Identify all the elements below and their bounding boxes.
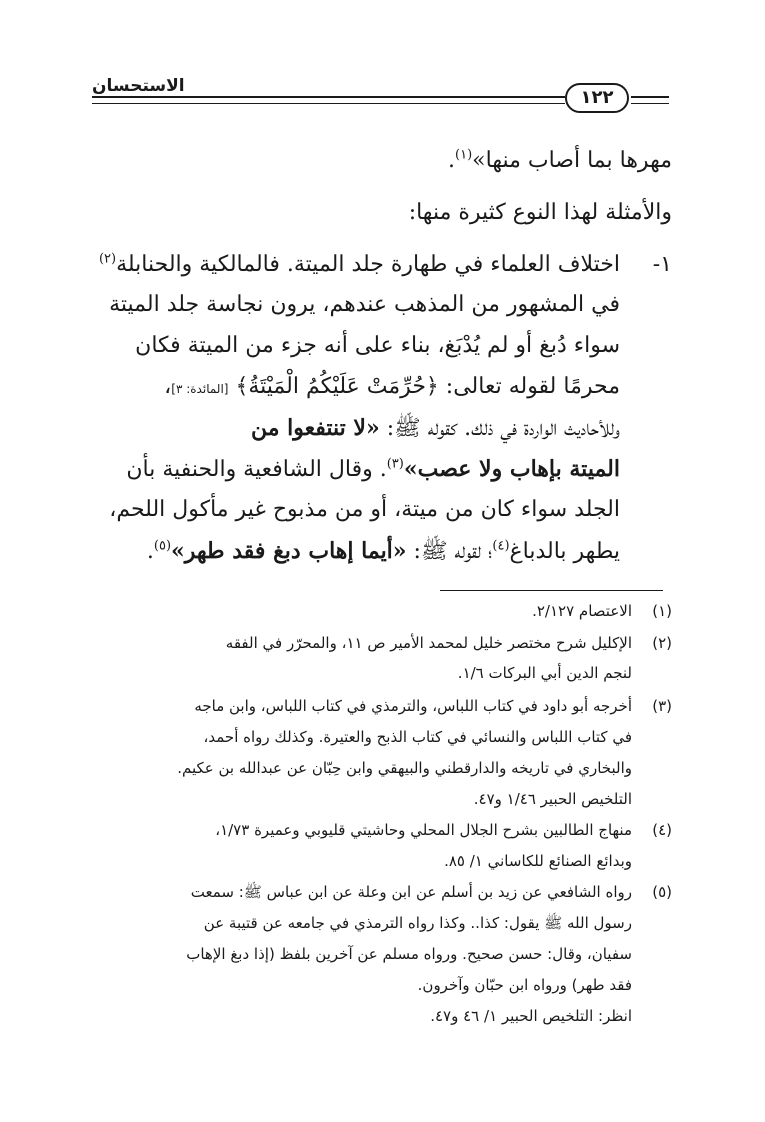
footnote-separator — [440, 590, 663, 591]
footnote-line: أخرجه أبو داود في كتاب اللباس، والترمذي في كتاب اللباس، وابن ماجه — [194, 697, 632, 715]
hadith-quote: «لا تنتفعوا من — [250, 415, 380, 441]
hadith-quote: «أيما إهاب دبغ فقد طهر» — [171, 538, 407, 564]
body-line-7: الجلد سواء كان من ميتة، أو من مذبوح غير مأكول اللحم، — [109, 497, 620, 522]
footnote-line: الإكليل شرح مختصر خليل لمحمد الأمير ص ١١، والمحرّر في الفقه — [225, 634, 632, 652]
item-number: ١- — [652, 252, 672, 277]
header-rule-right-thick — [631, 96, 669, 98]
body-line-4: محرمًا لقوله تعالى: ﴿حُرِّمَتْ عَلَيْكُمُ الْمَيْتَةُ﴾ [المائدة: ٣]، — [164, 374, 620, 399]
footnote-ref-5: (٥) — [153, 538, 172, 554]
running-title: الاستحسان — [92, 76, 185, 96]
body-line-2: في المشهور من المذهب عندهم، يرون نجاسة جلد الميتة — [109, 292, 620, 317]
footnote-number: (٢) — [652, 634, 672, 652]
body-line-intro: مهرها بما أصاب منها»$^{(١)}$. — [448, 147, 672, 173]
footnote-line: رسول الله ﷺ يقول: كذا.. وكذا رواه الترمذي في جامعه عن قتيبة عن — [203, 914, 632, 932]
footnote-line: في كتاب اللباس والنسائي في كتاب الذبح والعتيرة. وكذلك رواه أحمد، — [203, 728, 632, 746]
hadith-quote: الميتة بإهاب ولا عصب» — [403, 456, 620, 482]
footnote-ref-3: (٣) — [386, 456, 404, 472]
body-line-1: اختلاف العلماء في طهارة جلد الميتة. فالمالكية والحنابلة$^{(٢)}$ — [98, 251, 620, 277]
footnote-ref-4: (٤) — [492, 538, 510, 554]
footnote-ref-2: (٢) — [98, 251, 117, 267]
header-rule-right-thin — [631, 103, 669, 104]
footnote-line: فقد طهر) ورواه ابن حبّان وآخرون. — [417, 976, 632, 994]
body-line-8: يطهر بالدباغ$^{(٤)}$؛ لقوله ﷺ: «أيما إهاب دبغ فقد طهر»$^{(٥)}$. — [146, 538, 620, 564]
footnote-line: وبدائع الصنائع للكاساني ١/ ٨٥. — [444, 852, 632, 870]
body-line-6: الميتة بإهاب ولا عصب»$^{(٣)}$. وقال الشافعية والحنفية بأن — [126, 456, 620, 482]
quran-verse: ﴿حُرِّمَتْ عَلَيْكُمُ الْمَيْتَةُ﴾ — [235, 374, 439, 399]
footnote-line: رواه الشافعي عن زيد بن أسلم عن ابن وعلة عن ابن عباس ﷺ: سمعت — [190, 883, 632, 901]
examples-heading: والأمثلة لهذا النوع كثيرة منها: — [408, 200, 672, 225]
footnote-line: التلخيص الحبير ١/٤٦ و٤٧. — [473, 790, 632, 808]
footnote-line: الاعتصام ٢/١٢٧. — [532, 602, 632, 620]
footnote-number: (٣) — [652, 697, 672, 715]
verse-reference: [المائدة: ٣] — [171, 382, 229, 396]
page-number: ١٢٢ — [565, 83, 629, 113]
footnote-number: (٤) — [652, 821, 672, 839]
body-line-3: سواء دُبغ أو لم يُدْبَغ، بناء على أنه جزء من الميتة فكان — [135, 333, 620, 358]
header-rule-thin — [92, 103, 565, 104]
footnote-number: (١) — [652, 602, 672, 620]
header-rule-thick — [92, 96, 565, 98]
footnote-line: والبخاري في تاريخه والدارقطني والبيهقي وابن حِبّان عن عبدالله بن عكيم. — [177, 759, 632, 777]
footnote-line: سفيان، وقال: حسن صحيح. ورواه مسلم عن آخرين بلفظ (إذا دبغ الإهاب — [186, 945, 632, 963]
footnote-line: انظر: التلخيص الحبير ١/ ٤٦ و٤٧. — [430, 1007, 632, 1025]
footnote-line: لنجم الدين أبي البركات ١/٦. — [457, 664, 632, 682]
footnote-line: منهاج الطالبين بشرح الجلال المحلي وحاشيتي قليوبي وعميرة ١/٧٣، — [215, 821, 632, 839]
footnote-number: (٥) — [652, 883, 672, 901]
footnote-ref-1: (١) — [455, 147, 473, 163]
body-line-5: وللأحاديث الواردة في ذلك. كقوله ﷺ: «لا تنتفعوا من — [250, 415, 620, 441]
